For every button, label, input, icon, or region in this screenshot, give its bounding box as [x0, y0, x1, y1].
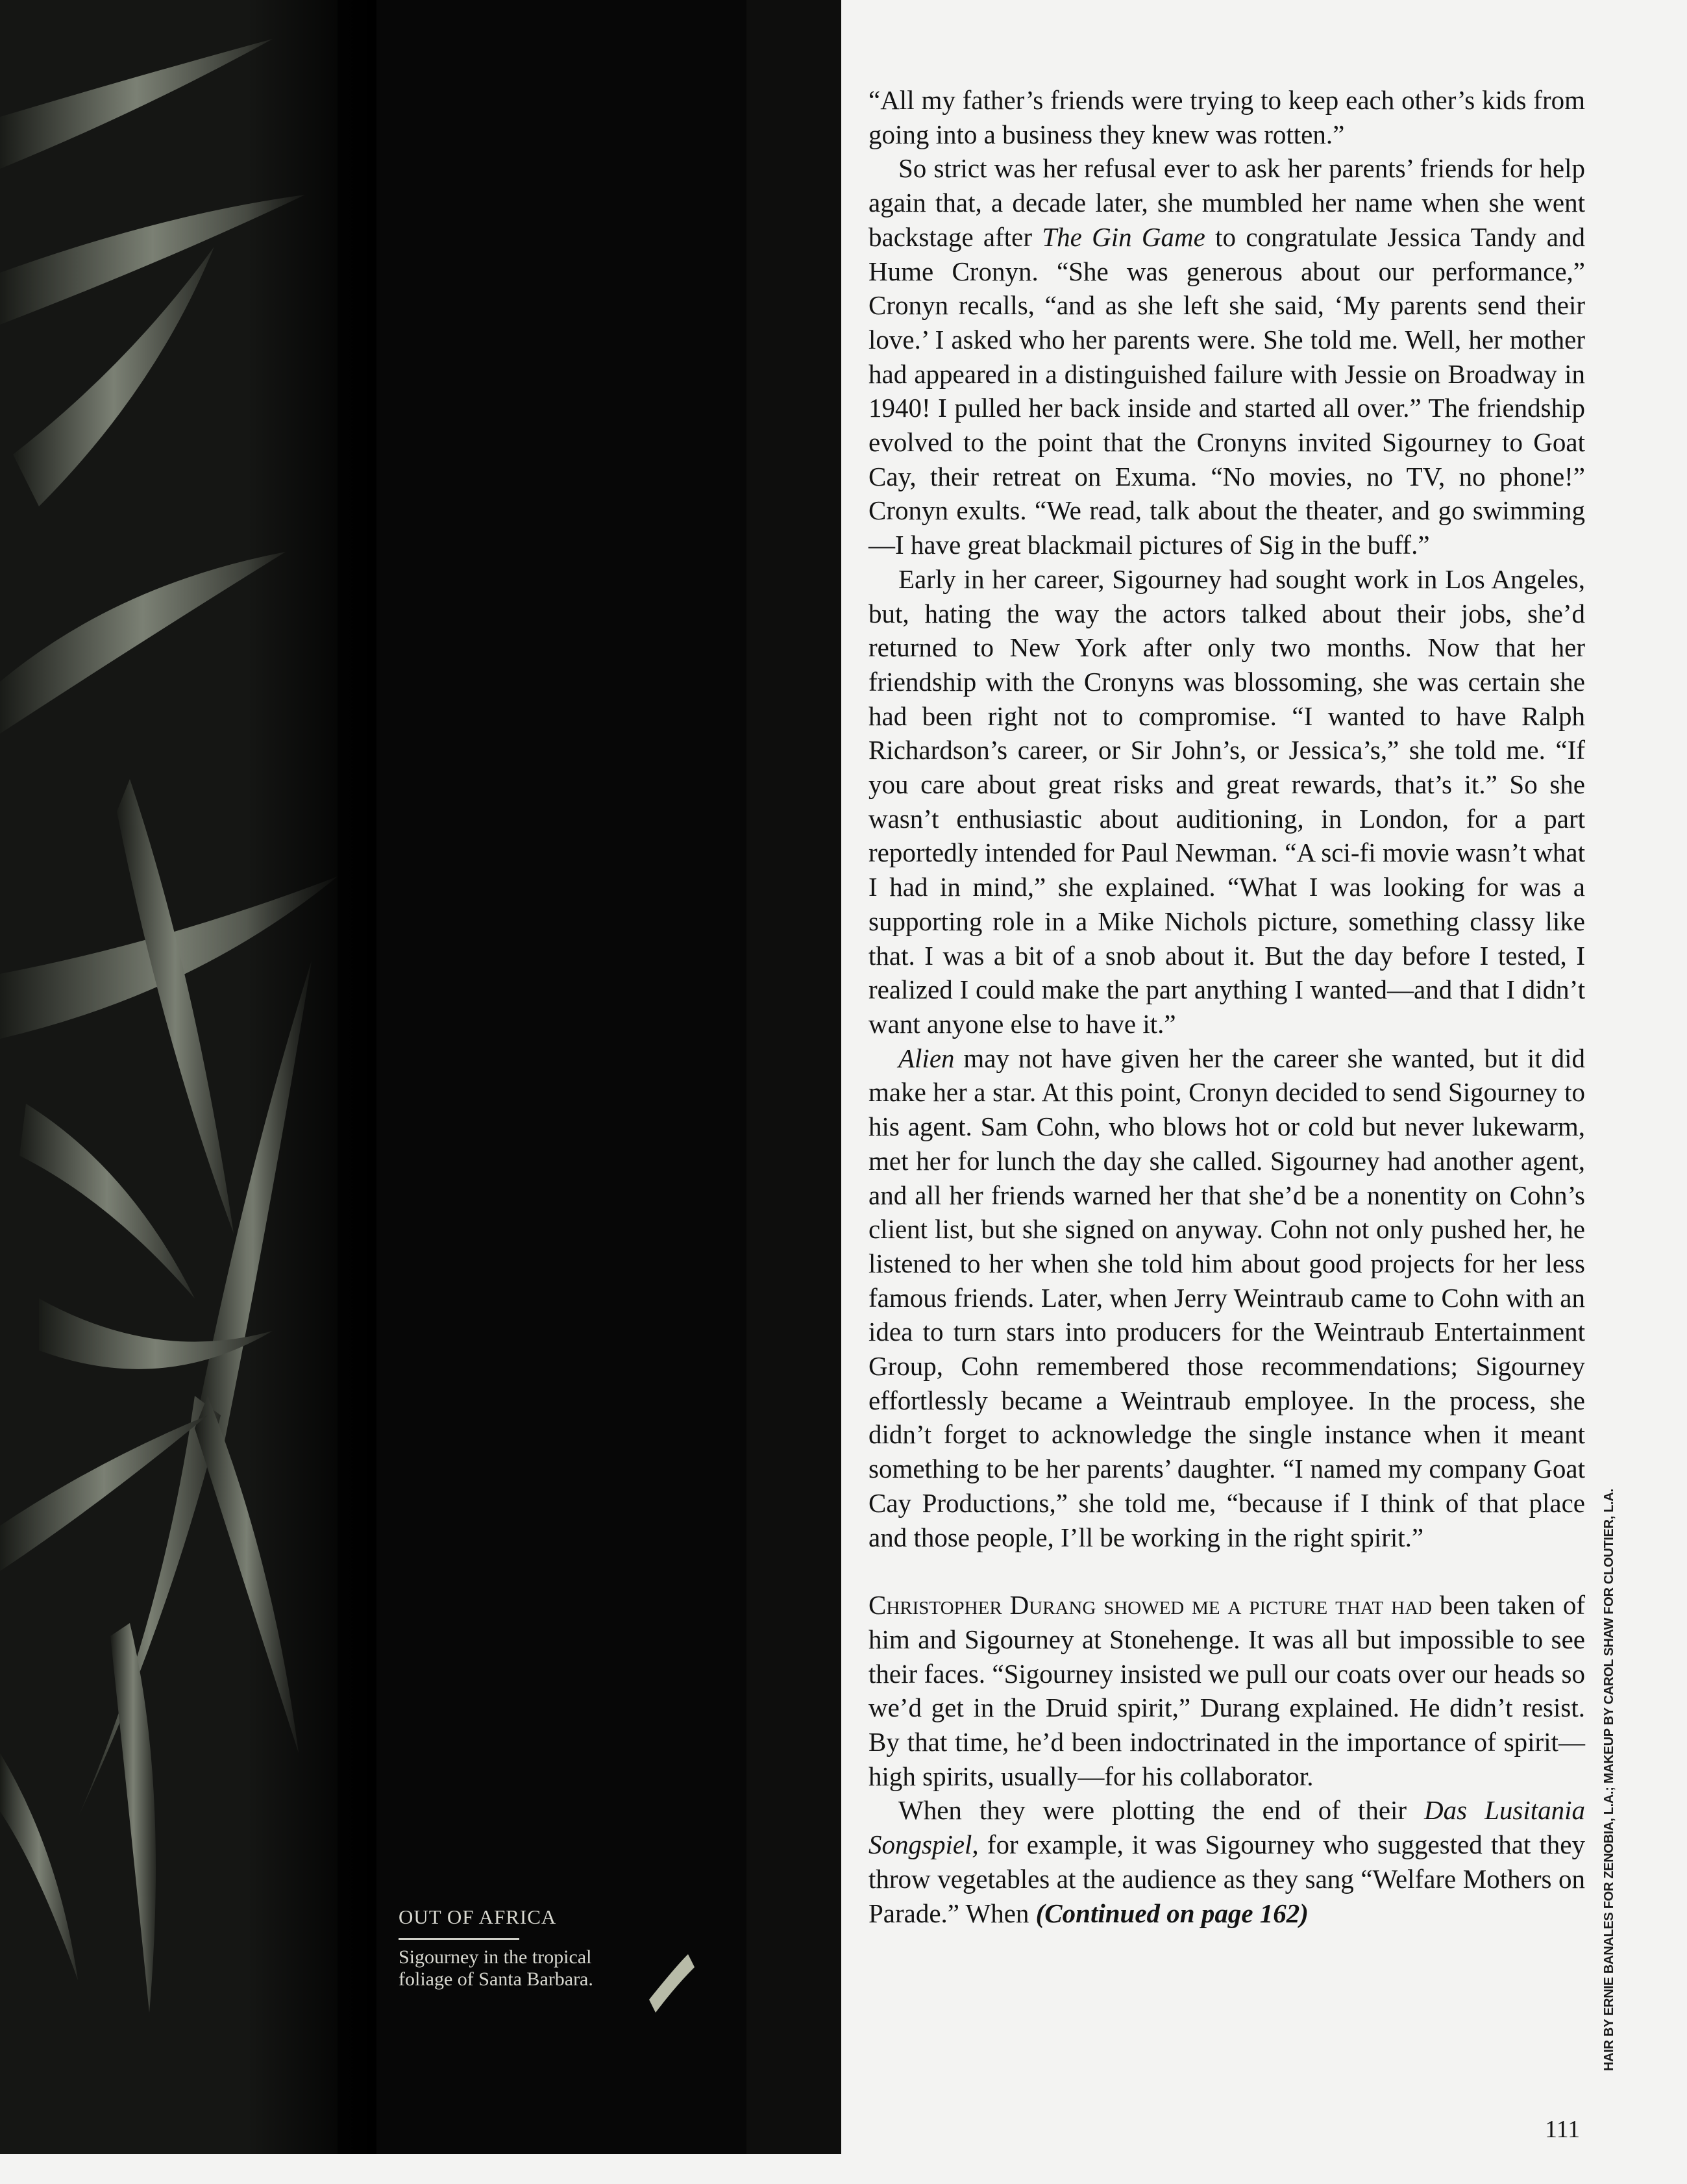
aloe-leaves-illustration [0, 0, 841, 2154]
text-span: may not have given her the career she wanted, but it did make her a star. At this point, Cronyn decided to send Sigourney to his agent. Sam Cohn, who blows hot or cold but never lukewarm, met her for lunch the day she called. Sigourney had another agent, and all her friends warned her that she’d be a nonentity on Cohn’s client list, but she signed on anyway. Cohn not only pushed her, he listened to her when she told him about good projects for her less famous friends. Later, when Jerry Weintraub came to Cohn with an idea to turn stars into producers for the Weintraub Entertainment Group, Cohn remembered those recommendations; Sigourney effortlessly became a Weintraub employee. In the process, she didn’t forget to acknowledge the single instance when it meant something to be her parents’ daughter. “I named my company Goat Cay Productions,” she told me, “because if I think of that place and those people, I’ll be working in the right spirit.” [868, 1043, 1585, 1552]
photo-credit [1602, 1448, 1621, 2071]
continued-note: (Continued on page 162) [1035, 1898, 1309, 1928]
photo-caption [399, 1905, 606, 1991]
paragraph [868, 1041, 1585, 1555]
caption-title: OUT OF AFRICA [399, 1905, 557, 1928]
italic-title: Das Lusitania Songspiel, [868, 1795, 1585, 1860]
text-span: for example, it was Sigourney who suggested that they throw vegetables at the audience as they sang “Welfare Mothers on Parade.” When [868, 1830, 1585, 1928]
text-span: So strict was her refusal ever to ask her parents’ friends for help again that, a decade later, she mumbled her name when she went backstage after [868, 153, 1585, 252]
article-body [868, 83, 1585, 1930]
text-span: to congratulate Jessica Tandy and Hume Cronyn. “She was generous about our performance,” Cronyn recalls, “and as she left she said, ‘My parents send their love.’ I asked who her parents were. She told me. Well, her mother had appeared in a distinguished failure with Jessie on Broadway in 1940! I pulled her back inside and started all over.” The friendship evolved to the point that the Cronyns invited Sigourney to Goat Cay, their retreat on Exuma. “No movies, no TV, no phone!” Cronyn exults. “We read, talk about the theater, and go swimming—I have great blackmail pictures of Sig in the buff.” [868, 221, 1586, 560]
text-span: When they were plotting the end of their [898, 1795, 1425, 1826]
caption-rule [399, 1938, 519, 1940]
paragraph [868, 1793, 1585, 1930]
page-number: 111 [1545, 2116, 1581, 2143]
credit-text: HAIR BY ERNIE BANALES FOR ZENOBIA, L.A.; MAKEUP BY CAROL SHAW FOR CLOUTIER, L.A. [1602, 1489, 1616, 2071]
italic-title: Alien [898, 1043, 955, 1073]
italic-title: The Gin Game [1042, 221, 1205, 252]
paragraph [868, 151, 1585, 562]
paragraph: “All my father’s friends were trying to keep each other’s kids from going into a business they knew was rotten.” [868, 85, 1585, 149]
text-span: been taken of him and Sigourney at Stonehenge. It was all but impossible to see their faces. “Sigourney insisted we pull our coats over our heads so we’d get in the Druid spirit,” Durang explained. He didn’t resist. By that time, he’d been indoctrinated in the importance of spirit—high spirits, usually—for his collaborator. [868, 1590, 1585, 1791]
caption-text: Sigourney in the tropical foliage of Santa Barbara. [399, 1946, 593, 1990]
section-paragraph [868, 1588, 1585, 1793]
foliage-photo [0, 0, 841, 2154]
paragraph: Early in her career, Sigourney had sought work in Los Angeles, but, hating the way the actors talked about their jobs, she’d returned to New York after only two months. Now that her friendship with the Cronyns was blossoming, she was certain she had been right not to compromise. “I wanted to have Ralph Richardson’s career, or Sir John’s, or Jessica’s,” she told me. “If you care about great risks and great rewards, that’s it.” So she wasn’t enthusiastic about auditioning, in London, for a part reportedly intended for Paul Newman. “A sci-fi movie wasn’t what I had in mind,” she explained. “What I was looking for was a supporting role in a Mike Nichols picture, something classy like that. I was a bit of a snob about it. But the day before I tested, I realized I could make the part anything I wanted—and that I didn’t want anyone else to have it.” [868, 564, 1585, 1039]
section-lead-in: Christopher Durang showed me a picture that had [868, 1590, 1432, 1620]
